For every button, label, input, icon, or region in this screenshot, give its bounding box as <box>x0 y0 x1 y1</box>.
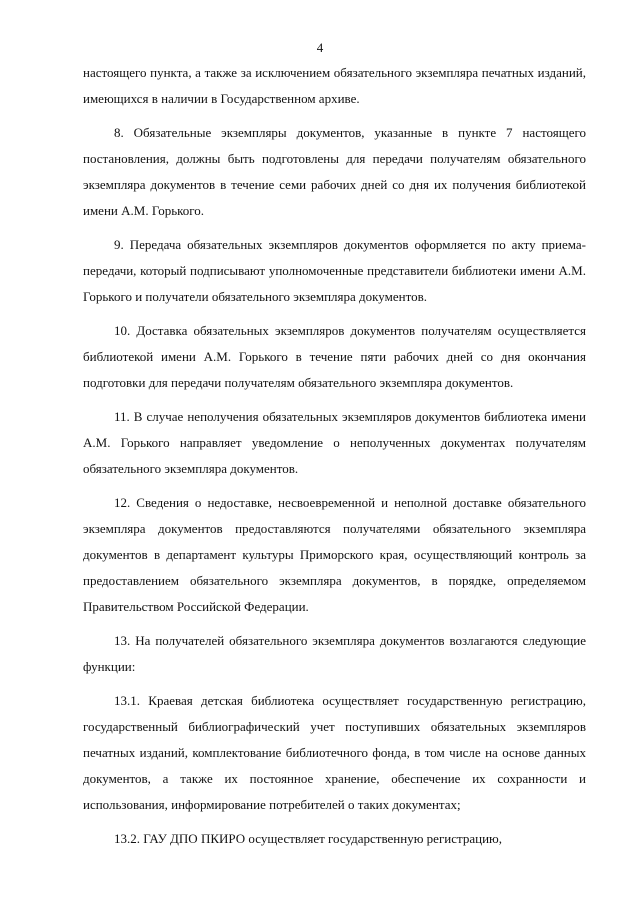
paragraph-continuation: настоящего пункта, а также за исключением обязательного экземпляра печатных изданий, имеющихся в наличии в Государственном архиве. <box>83 65 586 106</box>
paragraph-13-1: 13.1. Краевая детская библиотека осуществляет государственную регистрацию, государственный библиографический учет поступивших обязательных экземпляров печатных изданий, комплектование библиотечного фонда, в том числе на основе данных документов, а также их постоянное хранение, обеспечение их сохранности и использования, информирование потребителей о таких документах; <box>83 693 586 812</box>
paragraph-11: 11. В случае неполучения обязательных экземпляров документов библиотека имени А.М. Горького направляет уведомление о неполученных документах получателям обязательного экземпляра документов. <box>83 409 586 476</box>
paragraph-12: 12. Сведения о недоставке, несвоевременной и неполной доставке обязательного экземпляра документов предоставляются получателями обязательного экземпляра документов в департамент культуры Приморского края, осуществляющий контроль за предоставлением обязательного экземпляра документов, в порядке, определяемом Правительством Российской Федерации. <box>83 495 586 614</box>
paragraph-13: 13. На получателей обязательного экземпляра документов возлагаются следующие функции: <box>83 633 586 674</box>
paragraph-13-2: 13.2. ГАУ ДПО ПКИРО осуществляет государственную регистрацию, <box>114 831 503 846</box>
paragraph-9: 9. Передача обязательных экземпляров документов оформляется по акту приема-передачи, который подписывают уполномоченные представители библиотеки имени А.М. Горького и получатели обязательного экземпляра документов. <box>83 237 586 304</box>
paragraph-10: 10. Доставка обязательных экземпляров документов получателям осуществляется библиотекой имени А.М. Горького в течение пяти рабочих дней со дня окончания подготовки для передачи получателям обязательного экземпляра документов. <box>83 323 586 390</box>
paragraph-8: 8. Обязательные экземпляры документов, указанные в пункте 7 настоящего постановления, должны быть подготовлены для передачи получателям обязательного экземпляра документов в течение семи рабочих дней со дня их получения библиотекой имени А.М. Горького. <box>83 125 586 218</box>
document-body <box>83 60 586 860</box>
page-number: 4 <box>316 40 324 55</box>
